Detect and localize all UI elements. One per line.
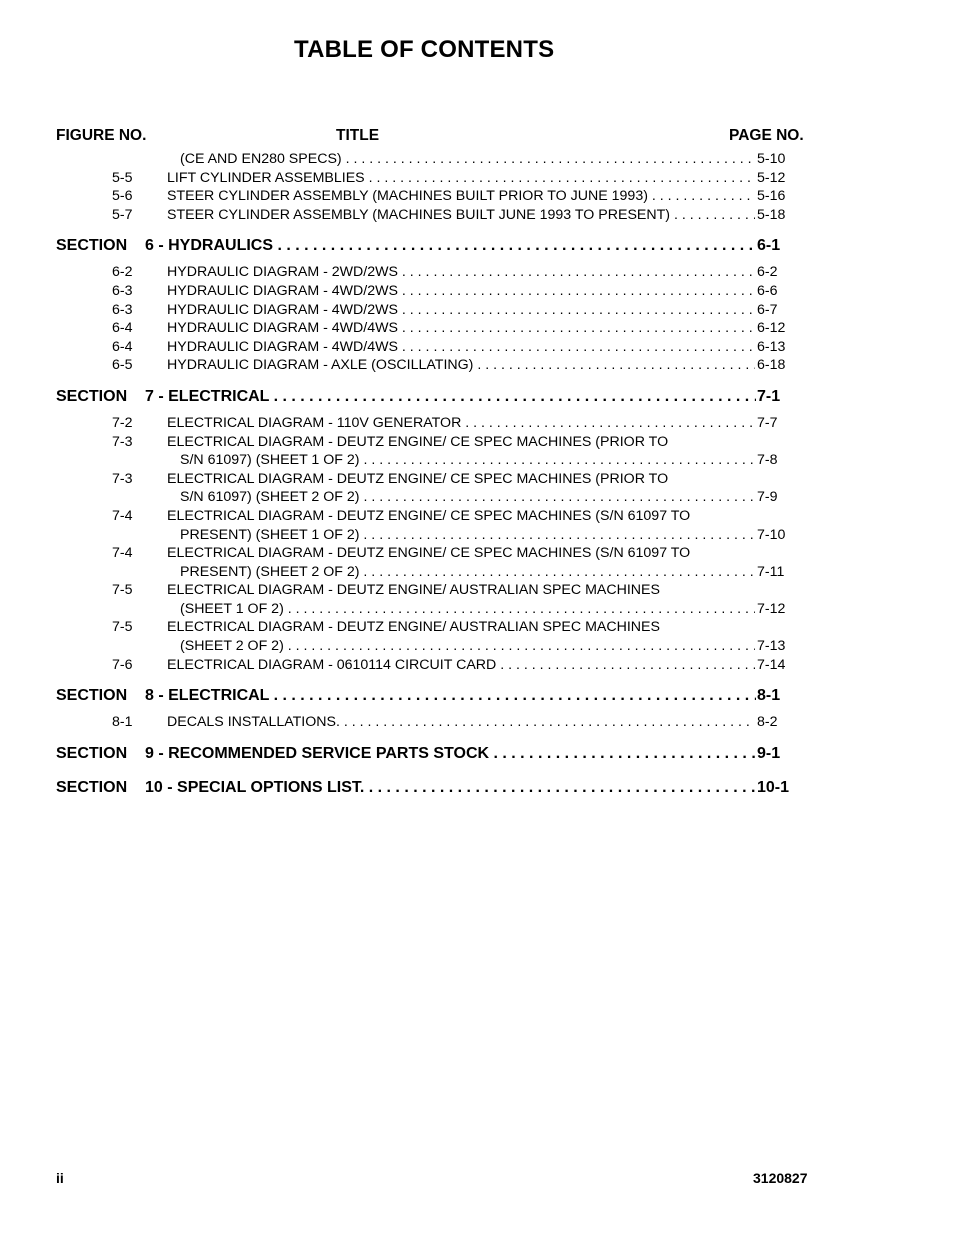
section-label: SECTION — [56, 387, 128, 405]
figure-number: 5-7 — [112, 206, 133, 223]
toc-entry-row[interactable] — [0, 187, 954, 206]
figure-number: 6-2 — [112, 264, 133, 281]
section-page-number: 9-1 — [757, 744, 781, 762]
entry-title: ELECTRICAL DIAGRAM - 0610114 CIRCUIT CARD . . . — [167, 656, 755, 675]
entry-title: ELECTRICAL DIAGRAM - DEUTZ ENGINE/ CE SPEC MACHINES (PRIOR TO — [167, 433, 669, 450]
toc-entry-row[interactable] — [0, 507, 954, 526]
column-header-figure: FIGURE NO. — [56, 127, 147, 144]
figure-number: 7-4 — [112, 545, 133, 562]
entry-page-number: 7-14 — [757, 656, 786, 673]
entry-page-number: 7-9 — [757, 489, 778, 506]
entry-title: ELECTRICAL DIAGRAM - DEUTZ ENGINE/ CE SPEC MACHINES (PRIOR TO — [167, 470, 669, 487]
toc-entry-row[interactable] — [0, 150, 954, 169]
figure-number: 5-5 — [112, 169, 133, 186]
footer-page-number: ii — [56, 1170, 64, 1186]
toc-entry-row[interactable] — [0, 433, 954, 452]
figure-number: 6-5 — [112, 357, 133, 374]
figure-number: 7-3 — [112, 433, 133, 450]
toc-entry-row[interactable] — [0, 319, 954, 338]
toc-entry-row[interactable] — [0, 618, 954, 637]
entry-page-number: 7-12 — [757, 600, 786, 617]
entry-page-number: 7-11 — [757, 563, 785, 580]
toc-entry-row[interactable] — [0, 488, 954, 507]
entry-page-number: 7-8 — [757, 452, 778, 469]
figure-number: 6-4 — [112, 320, 133, 337]
section-title: 10 - SPECIAL OPTIONS LIST. . . . — [145, 776, 756, 800]
toc-entry-row[interactable] — [0, 656, 954, 675]
toc-section-row[interactable] — [0, 684, 954, 708]
toc-section-row[interactable] — [0, 776, 954, 800]
column-header-title: TITLE — [336, 127, 380, 144]
toc-entry-row[interactable] — [0, 338, 954, 357]
column-header-page: PAGE NO. — [729, 127, 804, 144]
entry-page-number: 6-18 — [757, 357, 786, 374]
figure-number: 7-6 — [112, 656, 133, 673]
section-page-number: 7-1 — [757, 387, 781, 405]
toc-entry-row[interactable] — [0, 526, 954, 545]
figure-number: 7-3 — [112, 470, 133, 487]
entry-page-number: 6-2 — [757, 264, 778, 281]
entry-title: PRESENT) (SHEET 1 OF 2) . . . — [180, 526, 755, 545]
toc-entry-row[interactable] — [0, 206, 954, 225]
entry-page-number: 5-10 — [757, 151, 786, 167]
toc-section-row[interactable] — [0, 234, 954, 258]
entry-title: (SHEET 2 OF 2) . . . — [180, 637, 755, 656]
page-title: TABLE OF CONTENTS — [294, 36, 555, 63]
entry-page-number: 7-10 — [757, 526, 786, 543]
figure-number: 7-5 — [112, 619, 133, 636]
toc-entry-row[interactable] — [0, 637, 954, 656]
entry-title: ELECTRICAL DIAGRAM - DEUTZ ENGINE/ AUSTRALIAN SPEC MACHINES — [167, 619, 660, 636]
toc-entry-row[interactable] — [0, 263, 954, 282]
section-label: SECTION — [56, 237, 128, 255]
entry-title: HYDRAULIC DIAGRAM - 4WD/4WS . . . — [167, 338, 755, 357]
entry-page-number: 6-13 — [757, 338, 786, 355]
entry-title: (CE AND EN280 SPECS) . . . — [180, 150, 755, 169]
footer-document-number: 3120827 — [753, 1170, 808, 1186]
toc-entry-row[interactable] — [0, 600, 954, 619]
entry-title: S/N 61097) (SHEET 1 OF 2) . . . — [180, 451, 755, 470]
toc-entry-row[interactable] — [0, 563, 954, 582]
entry-page-number: 6-6 — [757, 282, 778, 299]
toc-entry-row[interactable] — [0, 356, 954, 375]
toc-section-row[interactable] — [0, 385, 954, 409]
figure-number: 5-6 — [112, 188, 133, 205]
entry-page-number: 7-13 — [757, 638, 786, 655]
figure-number: 6-3 — [112, 282, 133, 299]
figure-number: 7-2 — [112, 414, 133, 431]
figure-number: 6-4 — [112, 338, 133, 355]
entry-page-number: 6-12 — [757, 320, 786, 337]
entry-page-number: 5-16 — [757, 188, 786, 205]
section-title: 8 - ELECTRICAL . . . — [145, 684, 756, 708]
entry-title: STEER CYLINDER ASSEMBLY (MACHINES BUILT PRIOR TO JUNE 1993) . . . — [167, 187, 755, 206]
section-label: SECTION — [56, 687, 128, 705]
entry-title: (SHEET 1 OF 2) . . . — [180, 600, 755, 619]
figure-number: 6-3 — [112, 301, 133, 318]
section-title: 6 - HYDRAULICS . . . — [145, 234, 756, 258]
figure-number: 8-1 — [112, 714, 133, 731]
figure-number: 7-5 — [112, 582, 133, 599]
toc-entries — [0, 150, 954, 805]
toc-entry-row[interactable] — [0, 301, 954, 320]
entry-page-number: 7-7 — [757, 414, 778, 431]
entry-page-number: 5-18 — [757, 206, 786, 223]
entry-title: ELECTRICAL DIAGRAM - DEUTZ ENGINE/ AUSTRALIAN SPEC MACHINES — [167, 582, 660, 599]
figure-number: 7-4 — [112, 507, 133, 524]
section-title: 7 - ELECTRICAL . . . — [145, 385, 756, 409]
entry-title: LIFT CYLINDER ASSEMBLIES . . . — [167, 169, 755, 188]
toc-entry-row[interactable] — [0, 713, 954, 732]
entry-title: S/N 61097) (SHEET 2 OF 2) . . . — [180, 488, 755, 507]
entry-page-number: 8-2 — [757, 714, 778, 731]
entry-page-number: 6-7 — [757, 301, 778, 318]
toc-entry-row[interactable] — [0, 169, 954, 188]
entry-page-number: 5-12 — [757, 169, 786, 186]
entry-title: HYDRAULIC DIAGRAM - 2WD/2WS . . . — [167, 263, 755, 282]
entry-title: PRESENT) (SHEET 2 OF 2) . . . — [180, 563, 755, 582]
toc-entry-row[interactable] — [0, 544, 954, 563]
section-page-number: 6-1 — [757, 237, 781, 255]
section-page-number: 10-1 — [757, 778, 790, 796]
toc-entry-row[interactable] — [0, 414, 954, 433]
toc-entry-row[interactable] — [0, 451, 954, 470]
entry-title: HYDRAULIC DIAGRAM - 4WD/2WS . . . — [167, 301, 755, 320]
entry-title: HYDRAULIC DIAGRAM - 4WD/2WS . . . — [167, 282, 755, 301]
section-page-number: 8-1 — [757, 687, 781, 705]
section-title: 9 - RECOMMENDED SERVICE PARTS STOCK . . . — [145, 742, 756, 766]
entry-title: DECALS INSTALLATIONS. . . . — [167, 713, 755, 732]
entry-title: ELECTRICAL DIAGRAM - DEUTZ ENGINE/ CE SPEC MACHINES (S/N 61097 TO — [167, 507, 691, 524]
section-label: SECTION — [56, 744, 128, 762]
entry-title: HYDRAULIC DIAGRAM - AXLE (OSCILLATING) . . . — [167, 356, 755, 375]
entry-title: HYDRAULIC DIAGRAM - 4WD/4WS . . . — [167, 319, 755, 338]
toc-entry-row[interactable] — [0, 581, 954, 600]
toc-section-row[interactable] — [0, 742, 954, 766]
entry-title: STEER CYLINDER ASSEMBLY (MACHINES BUILT JUNE 1993 TO PRESENT) . . . — [167, 206, 755, 225]
toc-entry-row[interactable] — [0, 470, 954, 489]
entry-title: ELECTRICAL DIAGRAM - DEUTZ ENGINE/ CE SPEC MACHINES (S/N 61097 TO — [167, 545, 691, 562]
section-label: SECTION — [56, 778, 128, 796]
toc-entry-row[interactable] — [0, 282, 954, 301]
entry-title: ELECTRICAL DIAGRAM - 110V GENERATOR . . . — [167, 414, 755, 433]
